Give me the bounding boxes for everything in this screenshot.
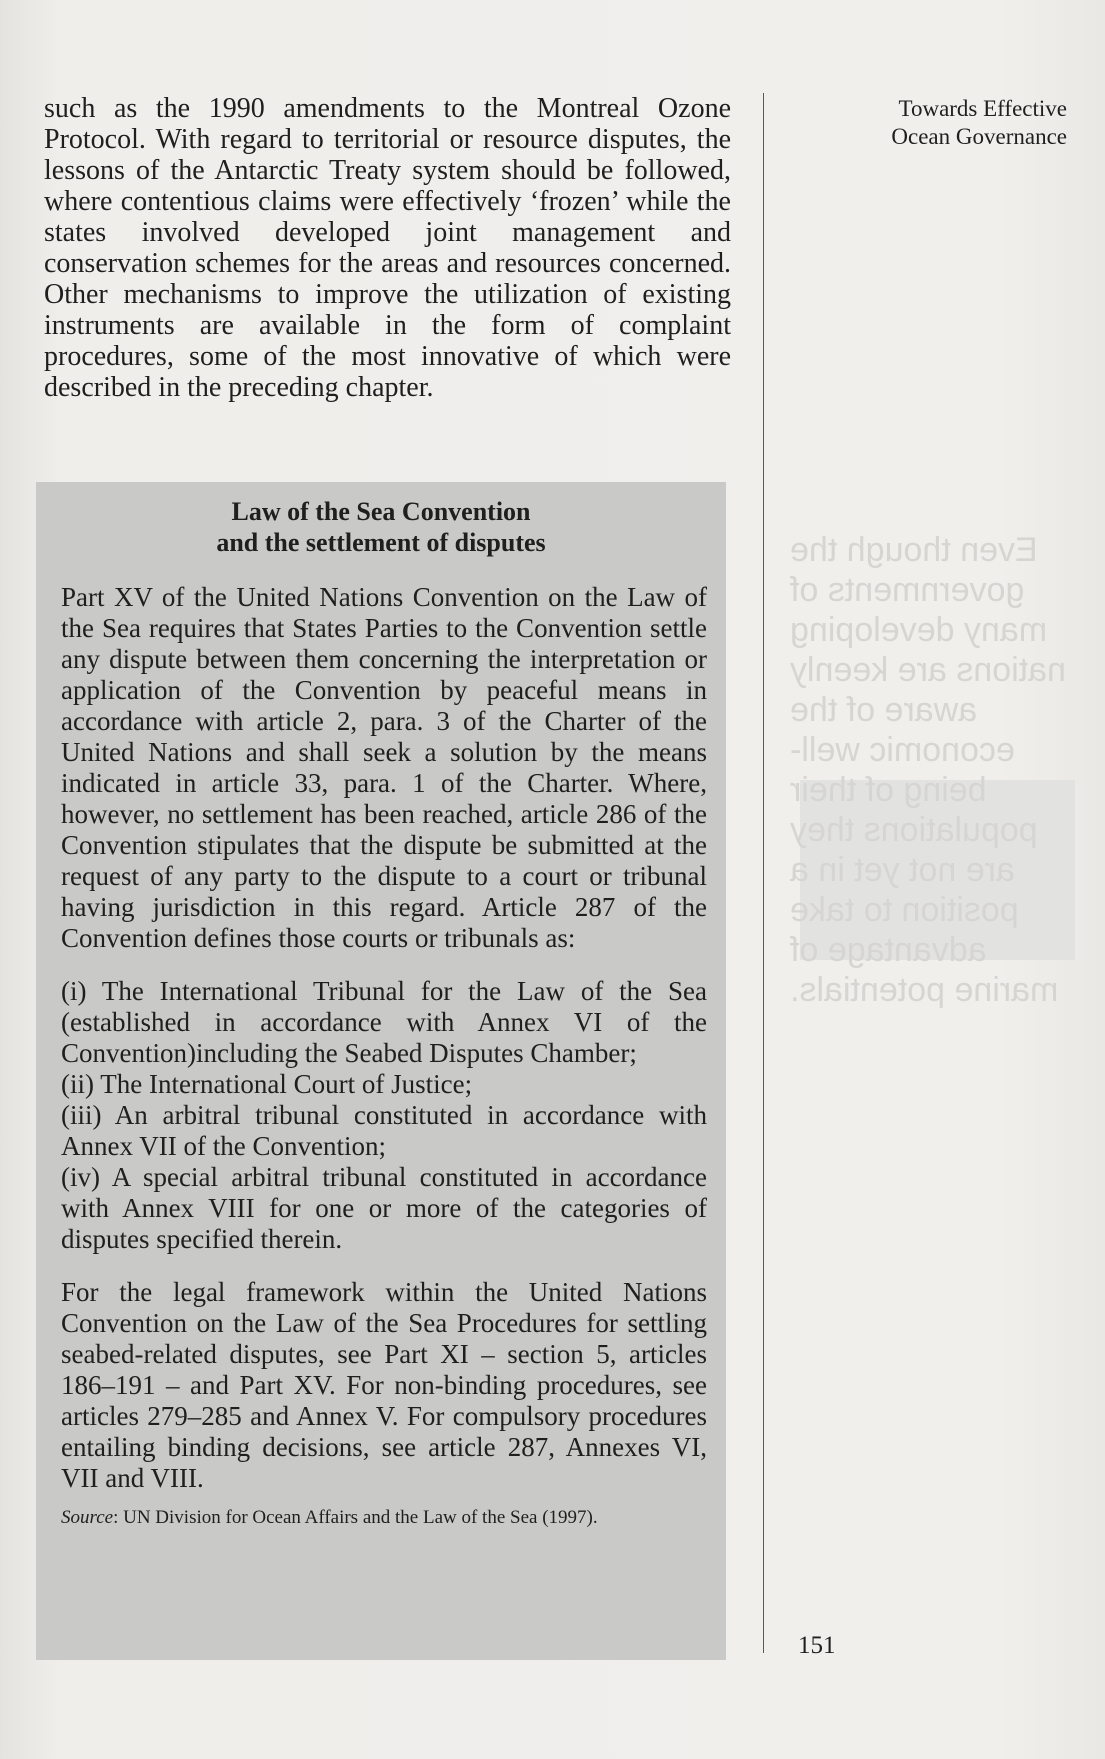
- box-title-line2: and the settlement of disputes: [216, 528, 546, 557]
- source-note: [61, 1506, 707, 1530]
- show-through-text: Even though the governments of many developing nations are keenly aware of the economic well-being of their populations they are not yet in a position to take advantage of marine potentials.: [790, 531, 1066, 1009]
- box-body: [61, 582, 707, 1530]
- box-title: [36, 496, 726, 558]
- source-label: Source: [61, 1507, 114, 1528]
- body-paragraph: such as the 1990 amendments to the Montreal Ozone Protocol. With regard to territorial or resource disputes, the lessons of the Antarctic Treaty system should be followed, where contentious claims were effectively ‘frozen’ while the states involved developed joint management and conservation schemes for the areas and resources concerned. Other mechanisms to improve the utilization of existing instruments are available in the form of complaint procedures, some of the most innovative of which were described in the preceding chapter.: [44, 93, 731, 403]
- page-number: 151: [798, 1632, 836, 1659]
- box-paragraph-1: Part XV of the United Nations Convention on the Law of the Sea requires that States Parties to the Convention settle any dispute between them concerning the interpretation or application of the Convention by peaceful means in accordance with article 2, para. 3 of the Charter of the United Nations and shall seek a solution by the means indicated in article 33, para. 1 of the Charter. Where, however, no settlement has been reached, article 286 of the Convention stipulates that the dispute be submitted at the request of any party to the dispute to a court or tribunal having jurisdiction in this regard. Article 287 of the Convention defines those courts or tribunals as:: [61, 582, 707, 953]
- spacer: [61, 954, 707, 976]
- source-text: : UN Division for Ocean Affairs and the Law of the Sea (1997).: [113, 1507, 598, 1528]
- main-column: [44, 93, 731, 403]
- running-head: [807, 95, 1067, 151]
- running-head-line2: Ocean Governance: [891, 124, 1067, 149]
- box-paragraph-2: For the legal framework within the United Nations Convention on the Law of the Sea Procedures for settling seabed-related disputes, see Part XI – section 5, articles 186–191 – and Part XV. For non-binding procedures, see articles 279–285 and Annex V. For compulsory procedures entailing binding decisions, see article 287, Annexes VI, VII and VIII.: [61, 1277, 707, 1493]
- tribunal-list: [61, 976, 707, 1255]
- box-title-line1: Law of the Sea Convention: [231, 497, 531, 526]
- list-item: (ii) The International Court of Justice;: [61, 1069, 473, 1099]
- spacer: [61, 1255, 707, 1277]
- list-item: (iii) An arbitral tribunal constituted in accordance with Annex VII of the Convention;: [61, 1100, 707, 1161]
- list-item: (i) The International Tribunal for the Law of the Sea (established in accordance with Annex VI of the Convention)including the Seabed Disputes Chamber;: [61, 976, 707, 1068]
- list-item: (iv) A special arbitral tribunal constituted in accordance with Annex VIII for one or more of the categories of disputes specified therein.: [61, 1162, 707, 1254]
- running-head-line1: Towards Effective: [898, 96, 1067, 121]
- column-divider: [763, 93, 764, 1653]
- sidebar-box: [36, 482, 726, 1660]
